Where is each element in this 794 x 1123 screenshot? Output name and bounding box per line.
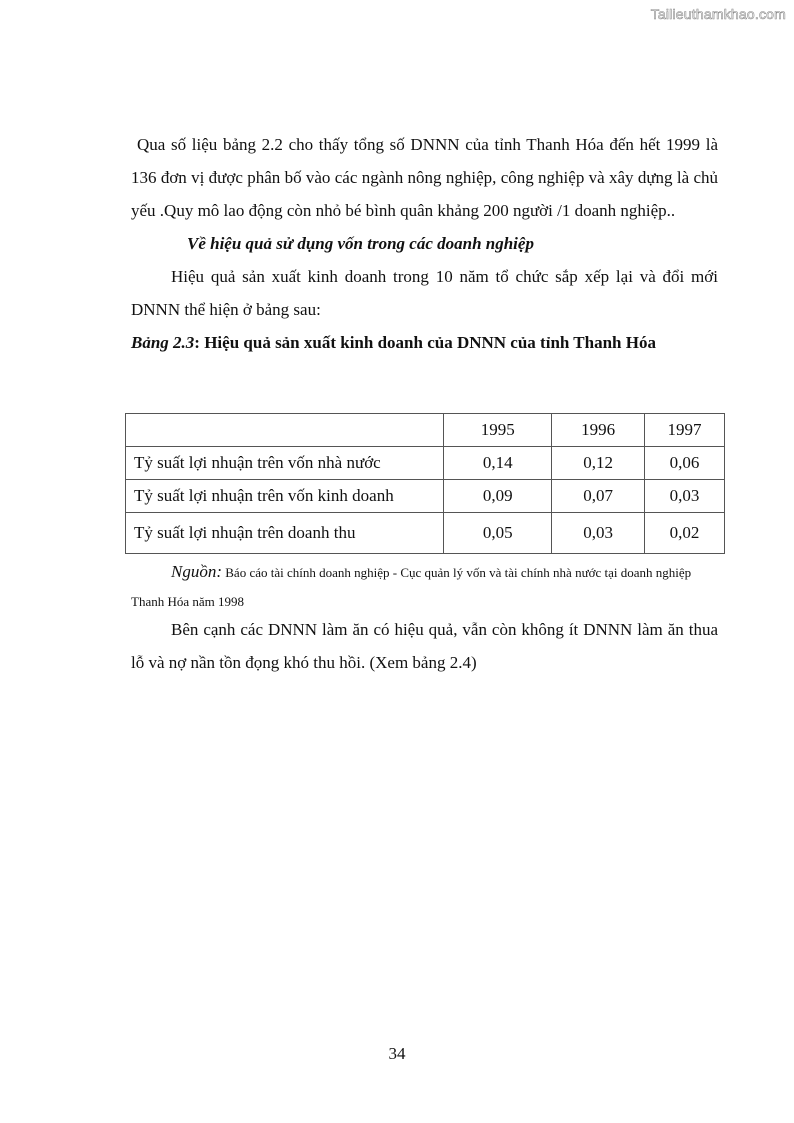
table-source-note (131, 557, 721, 616)
watermark-text: Tailieuthamkhao.com (650, 6, 786, 22)
row-label: Tỷ suất lợi nhuận trên doanh thu (126, 513, 444, 554)
table-caption-text: : Hiệu quả sản xuất kinh doanh của DNNN của tỉnh Thanh Hóa (194, 333, 656, 352)
header-cell-empty (126, 414, 444, 447)
body-text-continued (131, 613, 718, 679)
section-heading: Về hiệu quả sử dụng vốn trong các doanh nghiệp (187, 234, 534, 253)
row-label: Tỷ suất lợi nhuận trên vốn kinh doanh (126, 480, 444, 513)
table-row (126, 480, 725, 513)
header-cell-1997: 1997 (645, 414, 725, 447)
table-cell: 0,03 (552, 513, 645, 554)
table-row (126, 447, 725, 480)
table-row (126, 513, 725, 554)
table-cell: 0,05 (444, 513, 552, 554)
page-number: 34 (388, 1044, 406, 1063)
body-text (131, 128, 718, 359)
paragraph-3: Bên cạnh các DNNN làm ăn có hiệu quả, vẫn còn không ít DNNN làm ăn thua lỗ và nợ nần tồn đọng khó thu hồi. (Xem bảng 2.4) (131, 620, 718, 672)
row-label: Tỷ suất lợi nhuận trên vốn nhà nước (126, 447, 444, 480)
table-cell: 0,12 (552, 447, 645, 480)
source-text: Báo cáo tài chính doanh nghiệp - Cục quản lý vốn và tài chính nhà nước tại doanh nghiệp Thanh Hóa năm 1998 (131, 565, 692, 609)
header-cell-1996: 1996 (552, 414, 645, 447)
paragraph-1: Qua số liệu bảng 2.2 cho thấy tổng số DNNN của tỉnh Thanh Hóa đến hết 1999 là 136 đơn vị được phân bố vào các ngành nông nghiệp, công nghiệp và xây dựng là chủ yếu .Quy mô lao động còn nhỏ bé bình quân khảng 200 người /1 doanh nghiệp.. (131, 135, 718, 220)
header-cell-1995: 1995 (444, 414, 552, 447)
table-cell: 0,03 (645, 480, 725, 513)
table-cell: 0,06 (645, 447, 725, 480)
table-cell: 0,07 (552, 480, 645, 513)
efficiency-table (125, 413, 725, 554)
paragraph-2: Hiệu quả sản xuất kinh doanh trong 10 năm tổ chức sắp xếp lại và đổi mới DNNN thể hiện ở bảng sau: (131, 267, 718, 319)
table-cell: 0,09 (444, 480, 552, 513)
table-header-row (126, 414, 725, 447)
source-label: Nguồn: (171, 562, 222, 581)
table-caption (131, 326, 718, 359)
table-cell: 0,14 (444, 447, 552, 480)
table-caption-label: Bảng 2.3 (131, 333, 195, 352)
table-cell: 0,02 (645, 513, 725, 554)
